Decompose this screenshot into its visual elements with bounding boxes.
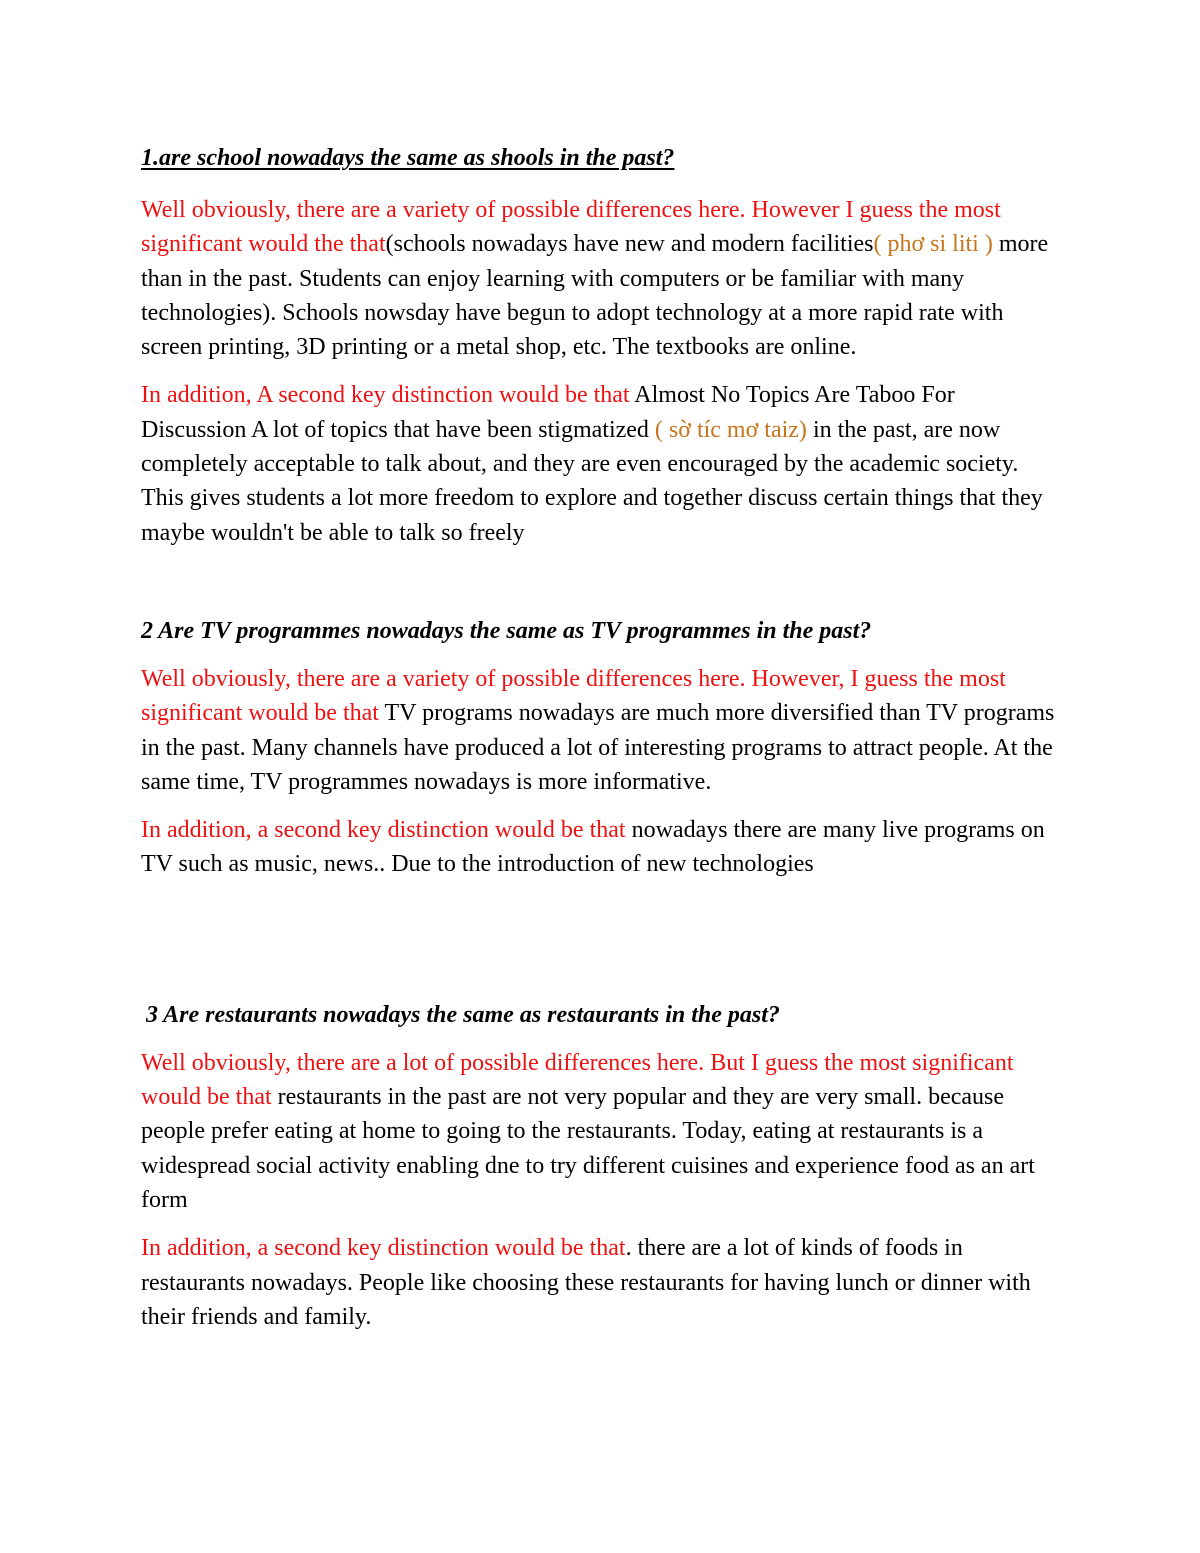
answer-body-text: Almost No Topics Are Taboo For Discussion A lot of topics that have been stigmatized xyxy=(141,382,955,443)
answer-intro-phrase: Well obviously, there are a variety of possible differences here. However I guess the most significant would the that xyxy=(141,197,1001,258)
question-1-answer-paragraph-2 xyxy=(141,378,1066,549)
pronunciation-note: ( sờ tíc mơ taiz) xyxy=(654,416,807,443)
answer-intro-phrase: Well obviously, there are a variety of possible differences here. However, I guess the most significant would be that xyxy=(141,665,1006,727)
answer-body-text: nowadays there are many live programs on TV such as music, news.. Due to the introduction of new technologies xyxy=(141,817,1045,878)
question-2-heading: 2 Are TV programmes nowadays the same as TV programmes in the past? xyxy=(141,617,872,644)
answer-body-text: in the past, are now completely acceptable to talk about, and they are even encouraged by the academic society. This gives students a lot more freedom to explore and together discuss certain things that they maybe wouldn't be able to talk so freely xyxy=(141,416,1043,546)
answer-intro-phrase: In addition, A second key distinction would be that xyxy=(141,382,635,409)
question-3-answer-paragraph-2 xyxy=(141,1231,1066,1334)
answer-body-text: (schools nowadays have new and modern facilities xyxy=(385,231,874,258)
question-1 xyxy=(141,141,1066,550)
question-3-heading: 3 Are restaurants nowadays the same as restaurants in the past? xyxy=(146,1001,780,1028)
document-body xyxy=(141,141,1066,1334)
question-3-answer-paragraph-1 xyxy=(141,1046,1066,1217)
answer-body-text: . there are a lot of kinds of foods in restaurants nowadays. People like choosing these restaurants for having lunch or dinner with their friends and family. xyxy=(141,1235,1031,1330)
answer-intro-phrase: In addition, a second key distinction would be that xyxy=(141,817,632,844)
pronunciation-note: ( phơ si liti ) xyxy=(873,231,993,258)
answer-body-text: restaurants in the past are not very popular and they are very small. because people prefer eating at home to going to the restaurants. Today, eating at restaurants is a widespread social activity enabling dne to try different cuisines and experience food as an art form xyxy=(141,1084,1035,1213)
answer-intro-phrase: Well obviously, there are a lot of possible differences here. But I guess the most significant would be that xyxy=(141,1049,1014,1111)
answer-body-text: more than in the past. Students can enjoy learning with computers or be familiar with many technologies). Schools nowsday have begun to adopt technology at a more rapid rate with screen printing, 3D printing or a metal shop, etc. The textbooks are online. xyxy=(141,231,1049,361)
question-1-answer-paragraph-1 xyxy=(141,193,1066,364)
question-3 xyxy=(141,998,1066,1334)
question-2-answer-paragraph-1 xyxy=(141,662,1066,799)
answer-body-text: TV programs nowadays are much more diversified than TV programs in the past. Many channels have produced a lot of interesting programs to attract people. At the same time, TV programmes nowadays is more informative. xyxy=(141,700,1055,795)
answer-intro-phrase: In addition, a second key distinction would be that xyxy=(141,1235,626,1262)
question-2 xyxy=(141,614,1066,882)
question-2-answer-paragraph-2 xyxy=(141,813,1066,882)
question-1-heading: 1.are school nowadays the same as shools in the past? xyxy=(141,145,675,171)
